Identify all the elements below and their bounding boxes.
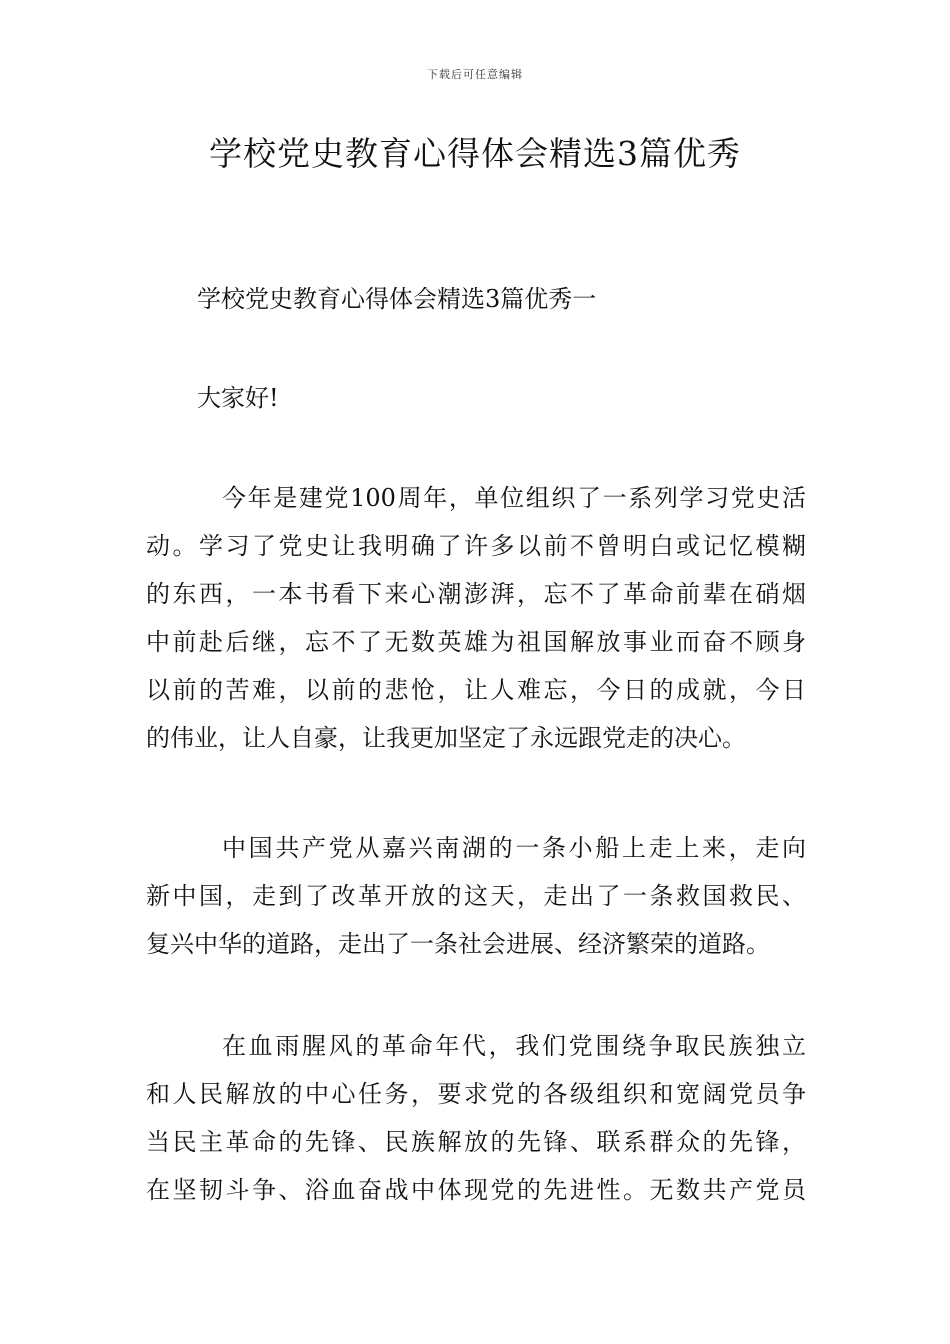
- paragraph-2: [146, 824, 806, 968]
- paragraph-line: 以前的苦难，以前的悲怆，让人难忘，今日的成就，今日: [146, 676, 806, 704]
- header-note: 下载后可任意编辑: [427, 68, 523, 81]
- paragraph-line: 和人民解放的中心任务，要求党的各级组织和宽阔党员争: [146, 1080, 806, 1108]
- paragraph-line: 今年是建党100周年，单位组织了一系列学习党史活: [222, 484, 806, 512]
- paragraph-line: 在坚韧斗争、浴血奋战中体现党的先进性。无数共产党员: [146, 1176, 806, 1204]
- paragraph-line: 的伟业，让人自豪，让我更加坚定了永远跟党走的决心。: [146, 724, 746, 752]
- paragraph-1: [146, 474, 806, 762]
- paragraph-line: 中前赴后继，忘不了无数英雄为祖国解放事业而奋不顾身: [146, 628, 806, 656]
- paragraph-line: 中国共产党从嘉兴南湖的一条小船上走上来，走向: [222, 834, 806, 862]
- paragraph-line: 动。学习了党史让我明确了许多以前不曾明白或记忆模糊: [146, 532, 806, 560]
- paragraph-line: 的东西，一本书看下来心潮澎湃，忘不了革命前辈在硝烟: [146, 580, 806, 608]
- paragraph-line: 复兴中华的道路，走出了一条社会进展、经济繁荣的道路。: [146, 930, 770, 958]
- greeting-text: 大家好!: [197, 384, 279, 412]
- paragraph-line: 新中国，走到了改革开放的这天，走出了一条救国救民、: [146, 882, 806, 910]
- paragraph-3: [146, 1022, 806, 1214]
- paragraph-line: 在血雨腥风的革命年代，我们党围绕争取民族独立: [222, 1032, 806, 1060]
- paragraph-line: 当民主革命的先锋、民族解放的先锋、联系群众的先锋，: [146, 1128, 806, 1156]
- section-title: 学校党史教育心得体会精选3篇优秀一: [197, 285, 597, 313]
- document-title: 学校党史教育心得体会精选3篇优秀: [209, 134, 741, 173]
